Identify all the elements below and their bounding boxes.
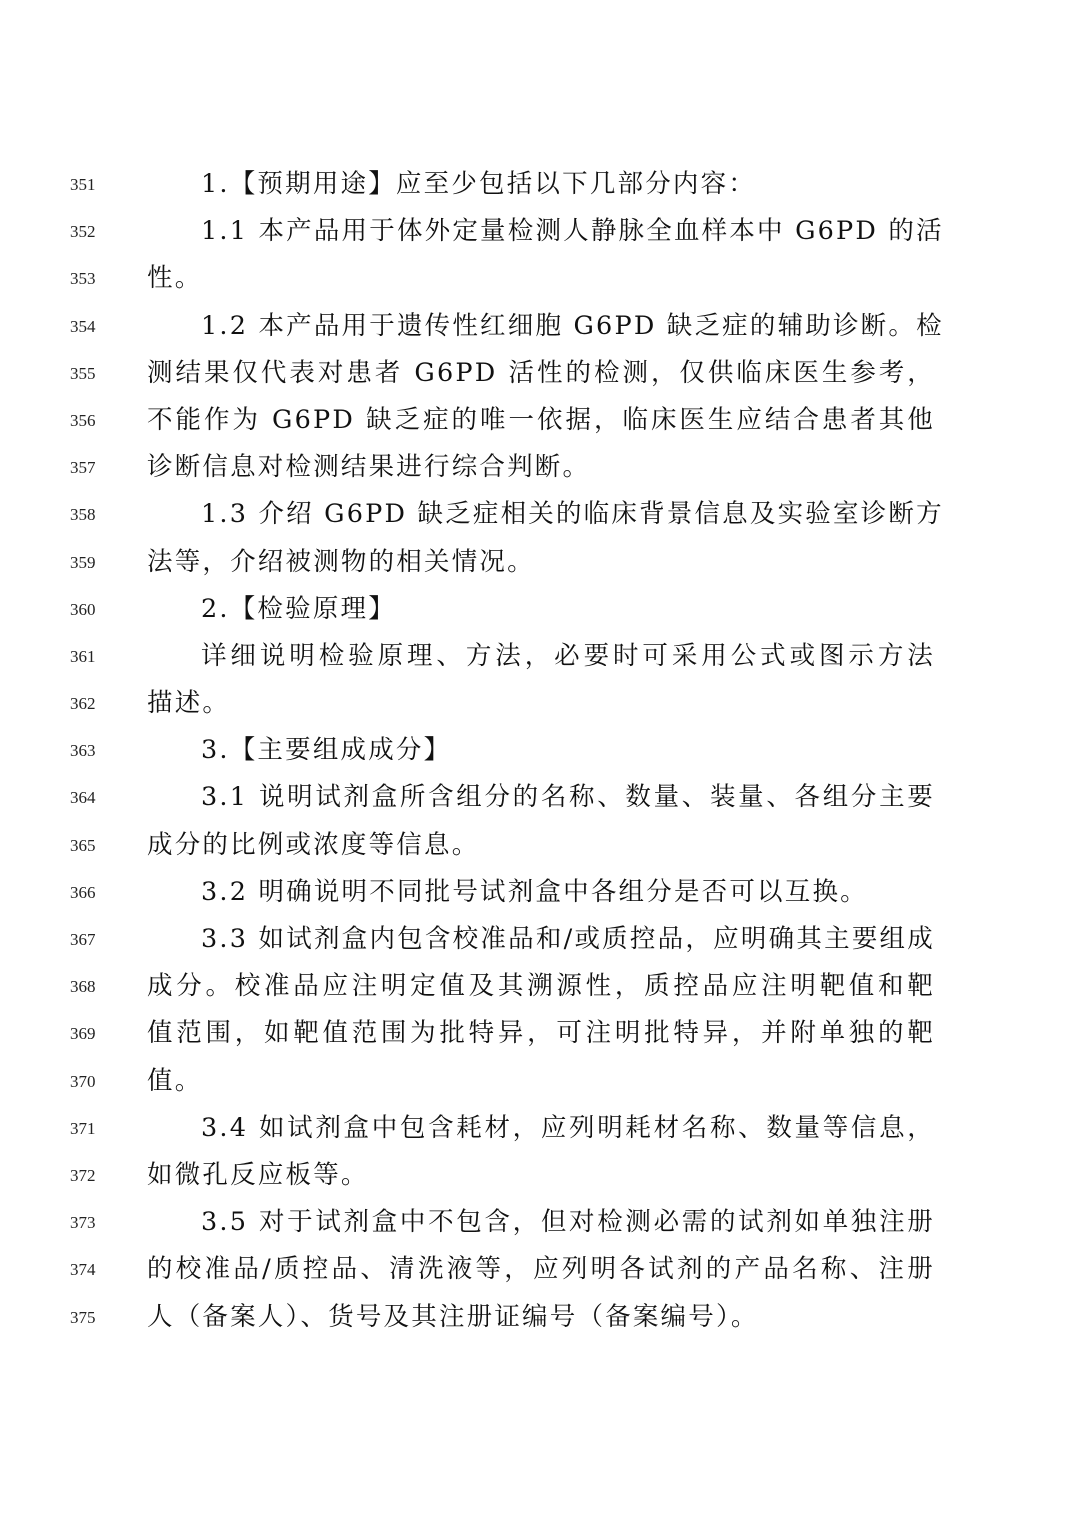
- document-line: [0, 302, 1080, 349]
- line-number: 351: [70, 175, 96, 194]
- line-number: 368: [70, 977, 96, 997]
- line-number: 375: [70, 1307, 96, 1327]
- line-number: 354: [70, 316, 96, 336]
- line-text: 描述。: [147, 688, 231, 719]
- line-text: 值。: [147, 1065, 203, 1096]
- line-text: 详细说明检验原理、方法，必要时可采用公式或图示方法: [201, 640, 935, 671]
- line-text: 1.3 介绍 G6PD 缺乏症相关的临床背景信息及实验室诊断方: [201, 499, 944, 530]
- line-text: 3.3 如试剂盒内包含校准品和/或质控品，应明确其主要组成: [201, 924, 935, 954]
- document-line: [0, 1198, 1080, 1245]
- line-text: 成分。校准品应注明定值及其溯源性，质控品应注明靶值和靶: [147, 971, 935, 1002]
- line-number: 352: [70, 222, 96, 242]
- line-number: 366: [70, 882, 96, 902]
- document-line: [0, 773, 1080, 820]
- document-line: [0, 1104, 1080, 1151]
- document-line: [0, 349, 1080, 396]
- document-line: [0, 207, 1080, 254]
- line-text: 3.5 对于试剂盒中不包含，但对检测必需的试剂如单独注册: [201, 1207, 935, 1238]
- document-line: [0, 1293, 1080, 1340]
- line-text: 人（备案人）、货号及其注册证编号（备案编号）。: [147, 1301, 759, 1332]
- line-number: 353: [70, 269, 96, 289]
- line-text: 1.2 本产品用于遗传性红细胞 G6PD 缺乏症的辅助诊断。检: [201, 310, 944, 341]
- line-text: 诊断信息对检测结果进行综合判断。: [147, 452, 591, 483]
- document-line: [0, 443, 1080, 490]
- line-number: 363: [70, 741, 96, 761]
- document-line: [0, 821, 1080, 868]
- line-number: 360: [70, 599, 96, 619]
- document-line: [0, 679, 1080, 726]
- line-number: 361: [70, 646, 96, 666]
- document-line: [0, 632, 1080, 679]
- line-number: 372: [70, 1165, 96, 1185]
- line-number: 374: [70, 1260, 96, 1280]
- document-line: [0, 1245, 1080, 1292]
- line-text: 性。: [147, 263, 203, 294]
- line-number: 371: [70, 1118, 96, 1138]
- line-text: 1.【预期用途】应至少包括以下几部分内容：: [201, 169, 757, 199]
- document-line: [0, 1057, 1080, 1104]
- line-text: 如微孔反应板等。: [147, 1159, 369, 1190]
- line-text: 法等，介绍被测物的相关情况。: [147, 546, 535, 577]
- document-body: [0, 160, 1080, 1340]
- document-line: [0, 915, 1080, 962]
- line-text: 1.1 本产品用于体外定量检测人静脉全血样本中 G6PD 的活: [201, 216, 944, 247]
- document-line: [0, 254, 1080, 301]
- line-number: 357: [70, 458, 96, 478]
- document-line: [0, 1151, 1080, 1198]
- line-text: 不能作为 G6PD 缺乏症的唯一依据，临床医生应结合患者其他: [147, 404, 935, 435]
- line-number: 364: [70, 788, 96, 808]
- line-text: 值范围，如靶值范围为批特异，可注明批特异，并附单独的靶: [147, 1018, 935, 1049]
- line-number: 358: [70, 505, 96, 525]
- line-text: 的校准品/质控品、清洗液等，应列明各试剂的产品名称、注册: [147, 1254, 935, 1285]
- line-number: 355: [70, 363, 96, 383]
- line-number: 356: [70, 410, 96, 430]
- document-line: [0, 962, 1080, 1009]
- line-number: 373: [70, 1213, 96, 1233]
- line-number: 370: [70, 1071, 96, 1091]
- line-text: 3.2 明确说明不同批号试剂盒中各组分是否可以互换。: [201, 876, 868, 907]
- line-number: 362: [70, 694, 96, 714]
- line-text: 测结果仅代表对患者 G6PD 活性的检测，仅供临床医生参考，: [147, 357, 935, 388]
- document-line: [0, 1009, 1080, 1056]
- document-page: [0, 160, 1080, 1340]
- document-line: [0, 726, 1080, 773]
- line-text: 3.【主要组成成分】: [201, 735, 452, 766]
- document-line: [0, 585, 1080, 632]
- document-line: [0, 490, 1080, 537]
- document-line: [0, 160, 1080, 207]
- line-number: 365: [70, 835, 96, 855]
- line-text: 3.1 说明试剂盒所含组分的名称、数量、装量、各组分主要: [201, 782, 935, 813]
- line-number: 367: [70, 930, 96, 949]
- document-line: [0, 868, 1080, 915]
- line-text: 3.4 如试剂盒中包含耗材，应列明耗材名称、数量等信息，: [201, 1112, 935, 1143]
- document-line: [0, 396, 1080, 443]
- document-line: [0, 538, 1080, 585]
- line-number: 369: [70, 1024, 96, 1044]
- line-text: 成分的比例或浓度等信息。: [147, 829, 480, 860]
- line-text: 2.【检验原理】: [201, 593, 396, 624]
- line-number: 359: [70, 552, 96, 572]
